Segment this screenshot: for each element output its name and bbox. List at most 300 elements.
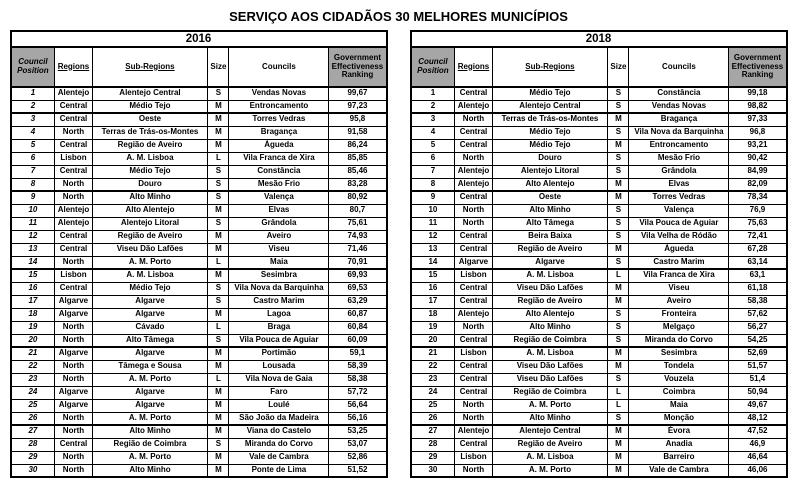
cell-sub-region: Alto Minho <box>492 204 608 217</box>
cell-region: North <box>55 191 92 204</box>
cell-council: Coimbra <box>629 386 729 399</box>
cell-council: Mesão Frio <box>629 152 729 165</box>
cell-gov-effectiveness: 86,24 <box>329 139 387 152</box>
table-row <box>11 87 387 100</box>
ranking-table-2016 <box>10 30 388 478</box>
cell-gov-effectiveness: 80,7 <box>329 204 387 217</box>
cell-size: M <box>208 451 229 464</box>
cell-size: S <box>608 334 629 347</box>
cell-gov-effectiveness: 80,92 <box>329 191 387 204</box>
cell-council: Anadia <box>629 438 729 451</box>
cell-size: S <box>208 334 229 347</box>
table-row <box>11 152 387 165</box>
cell-size: S <box>208 191 229 204</box>
cell-sub-region: Alto Alentejo <box>492 178 608 191</box>
cell-size: M <box>608 178 629 191</box>
cell-sub-region: Algarve <box>92 295 208 308</box>
cell-sub-region: Alto Minho <box>92 464 208 477</box>
column-header-regions: Regions <box>455 47 492 87</box>
cell-council: Aveiro <box>229 230 329 243</box>
cell-size: S <box>208 87 229 100</box>
table-row <box>11 243 387 256</box>
table-row <box>411 438 787 451</box>
cell-region: Lisbon <box>455 269 492 282</box>
cell-council: Constância <box>229 165 329 178</box>
cell-region: North <box>455 204 492 217</box>
column-header-council-position: Council Position <box>411 47 455 87</box>
cell-council: Entroncamento <box>229 100 329 113</box>
cell-size: S <box>608 165 629 178</box>
cell-council-position: 29 <box>411 451 455 464</box>
cell-size: M <box>208 386 229 399</box>
cell-gov-effectiveness: 51,57 <box>729 360 787 373</box>
cell-council-position: 25 <box>11 399 55 412</box>
cell-sub-region: Alentejo Litoral <box>92 217 208 230</box>
cell-council: Torres Vedras <box>629 191 729 204</box>
cell-size: M <box>608 347 629 360</box>
cell-council-position: 2 <box>11 100 55 113</box>
cell-sub-region: A. M. Porto <box>92 451 208 464</box>
cell-gov-effectiveness: 63,1 <box>729 269 787 282</box>
table-row <box>411 113 787 126</box>
cell-sub-region: A. M. Porto <box>492 399 608 412</box>
cell-size: S <box>608 321 629 334</box>
table-row <box>411 126 787 139</box>
cell-sub-region: Região de Coimbra <box>92 438 208 451</box>
cell-sub-region: Viseu Dão Lafões <box>92 243 208 256</box>
cell-council-position: 28 <box>411 438 455 451</box>
cell-council: Castro Marim <box>229 295 329 308</box>
cell-gov-effectiveness: 60,09 <box>329 334 387 347</box>
column-header-sub-regions: Sub-Regions <box>492 47 608 87</box>
cell-gov-effectiveness: 99,67 <box>329 87 387 100</box>
cell-sub-region: Beira Baixa <box>492 230 608 243</box>
cell-council: Miranda do Corvo <box>229 438 329 451</box>
cell-council-position: 4 <box>411 126 455 139</box>
cell-council: Viseu <box>629 282 729 295</box>
table-row <box>11 321 387 334</box>
cell-council-position: 11 <box>11 217 55 230</box>
cell-council: Vale de Cambra <box>229 451 329 464</box>
table-row <box>411 321 787 334</box>
cell-sub-region: A. M. Porto <box>92 373 208 386</box>
table-row <box>11 178 387 191</box>
cell-region: North <box>455 152 492 165</box>
year-header-2018: 2018 <box>411 31 787 47</box>
cell-council-position: 1 <box>411 87 455 100</box>
column-header-councils: Councils <box>629 47 729 87</box>
cell-council-position: 14 <box>411 256 455 269</box>
ranking-table-2018 <box>410 30 788 478</box>
cell-size: M <box>208 204 229 217</box>
cell-size: L <box>608 269 629 282</box>
cell-council-position: 4 <box>11 126 55 139</box>
cell-gov-effectiveness: 56,16 <box>329 412 387 425</box>
cell-council-position: 16 <box>11 282 55 295</box>
cell-council: Viseu <box>229 243 329 256</box>
cell-sub-region: Alto Minho <box>92 425 208 438</box>
cell-gov-effectiveness: 85,46 <box>329 165 387 178</box>
cell-sub-region: A. M. Porto <box>492 464 608 477</box>
cell-sub-region: Douro <box>492 152 608 165</box>
page-title: SERVIÇO AOS CIDADÃOS 30 MELHORES MUNICÍPIOS <box>229 9 568 24</box>
cell-region: North <box>455 399 492 412</box>
cell-region: North <box>455 113 492 126</box>
cell-gov-effectiveness: 99,18 <box>729 87 787 100</box>
table-row <box>11 100 387 113</box>
cell-gov-effectiveness: 58,38 <box>729 295 787 308</box>
cell-gov-effectiveness: 97,23 <box>329 100 387 113</box>
cell-size: S <box>608 256 629 269</box>
cell-sub-region: Alto Minho <box>92 191 208 204</box>
cell-region: Central <box>455 386 492 399</box>
cell-sub-region: Região de Coimbra <box>492 386 608 399</box>
cell-council: Sesimbra <box>629 347 729 360</box>
table-row <box>11 438 387 451</box>
column-header-size: Size <box>208 47 229 87</box>
cell-council: Bragança <box>229 126 329 139</box>
cell-gov-effectiveness: 85,85 <box>329 152 387 165</box>
column-header-regions: Regions <box>55 47 92 87</box>
cell-region: North <box>55 321 92 334</box>
cell-council-position: 12 <box>411 230 455 243</box>
cell-size: M <box>208 360 229 373</box>
cell-region: Alentejo <box>55 217 92 230</box>
cell-council: Vila Nova da Barquinha <box>629 126 729 139</box>
cell-council: Aveiro <box>629 295 729 308</box>
cell-council: Portimão <box>229 347 329 360</box>
column-header-gov-effectiveness: Government Effectiveness Ranking <box>329 47 387 87</box>
cell-region: North <box>55 451 92 464</box>
cell-gov-effectiveness: 91,58 <box>329 126 387 139</box>
cell-sub-region: A. M. Lisboa <box>92 269 208 282</box>
cell-council-position: 22 <box>11 360 55 373</box>
cell-region: North <box>455 464 492 477</box>
cell-council-position: 15 <box>411 269 455 282</box>
cell-region: Algarve <box>55 308 92 321</box>
cell-region: Central <box>55 165 92 178</box>
cell-council-position: 27 <box>11 425 55 438</box>
cell-region: Alentejo <box>455 425 492 438</box>
cell-size: M <box>608 360 629 373</box>
cell-council-position: 28 <box>11 438 55 451</box>
cell-gov-effectiveness: 56,64 <box>329 399 387 412</box>
cell-region: Central <box>455 282 492 295</box>
cell-region: North <box>455 321 492 334</box>
cell-size: S <box>608 373 629 386</box>
cell-gov-effectiveness: 57,62 <box>729 308 787 321</box>
cell-region: Central <box>455 295 492 308</box>
cell-council-position: 3 <box>11 113 55 126</box>
cell-size: M <box>208 243 229 256</box>
table-row <box>11 425 387 438</box>
cell-region: North <box>55 334 92 347</box>
cell-council: Vila Velha de Ródão <box>629 230 729 243</box>
cell-gov-effectiveness: 59,1 <box>329 347 387 360</box>
cell-council-position: 25 <box>411 399 455 412</box>
year-header-row <box>11 31 387 47</box>
cell-sub-region: A. M. Lisboa <box>492 269 608 282</box>
cell-size: M <box>208 464 229 477</box>
cell-region: Alentejo <box>55 204 92 217</box>
cell-sub-region: Oeste <box>492 191 608 204</box>
table-row <box>411 217 787 230</box>
table-row <box>411 152 787 165</box>
table-row <box>411 334 787 347</box>
cell-council-position: 6 <box>11 152 55 165</box>
cell-council: Vila Nova da Barquinha <box>229 282 329 295</box>
cell-gov-effectiveness: 53,07 <box>329 438 387 451</box>
table-row <box>411 230 787 243</box>
cell-sub-region: A. M. Porto <box>92 256 208 269</box>
cell-size: M <box>208 347 229 360</box>
cell-gov-effectiveness: 48,12 <box>729 412 787 425</box>
table-row <box>411 269 787 282</box>
cell-council-position: 17 <box>411 295 455 308</box>
cell-sub-region: Médio Tejo <box>492 139 608 152</box>
table-row <box>11 399 387 412</box>
cell-region: Central <box>55 243 92 256</box>
table-row <box>411 412 787 425</box>
cell-gov-effectiveness: 71,46 <box>329 243 387 256</box>
cell-region: Central <box>55 282 92 295</box>
cell-council: Castro Marim <box>629 256 729 269</box>
cell-council-position: 19 <box>11 321 55 334</box>
cell-region: Lisbon <box>455 451 492 464</box>
cell-sub-region: Douro <box>92 178 208 191</box>
cell-council: Braga <box>229 321 329 334</box>
cell-size: M <box>608 282 629 295</box>
cell-gov-effectiveness: 46,06 <box>729 464 787 477</box>
cell-council-position: 13 <box>11 243 55 256</box>
cell-council: Grândola <box>629 165 729 178</box>
cell-size: M <box>608 243 629 256</box>
cell-sub-region: Médio Tejo <box>92 282 208 295</box>
cell-size: S <box>208 178 229 191</box>
cell-council: Melgaço <box>629 321 729 334</box>
cell-size: S <box>208 282 229 295</box>
cell-council-position: 2 <box>411 100 455 113</box>
table-row <box>11 386 387 399</box>
cell-region: Central <box>455 191 492 204</box>
cell-council: Loulé <box>229 399 329 412</box>
cell-council-position: 10 <box>11 204 55 217</box>
cell-gov-effectiveness: 95,8 <box>329 113 387 126</box>
cell-gov-effectiveness: 57,72 <box>329 386 387 399</box>
cell-council: Entroncamento <box>629 139 729 152</box>
cell-council: Águeda <box>629 243 729 256</box>
year-header-row <box>411 31 787 47</box>
cell-sub-region: Algarve <box>92 308 208 321</box>
table-row <box>411 243 787 256</box>
cell-size: L <box>208 321 229 334</box>
cell-region: Alentejo <box>455 178 492 191</box>
cell-sub-region: Médio Tejo <box>92 100 208 113</box>
cell-region: Central <box>455 334 492 347</box>
cell-gov-effectiveness: 52,86 <box>329 451 387 464</box>
cell-size: S <box>208 165 229 178</box>
cell-council-position: 15 <box>11 269 55 282</box>
cell-council-position: 10 <box>411 204 455 217</box>
cell-council: Vendas Novas <box>229 87 329 100</box>
cell-region: Lisbon <box>455 347 492 360</box>
cell-sub-region: Alentejo Central <box>92 87 208 100</box>
cell-council-position: 19 <box>411 321 455 334</box>
cell-sub-region: Alentejo Litoral <box>492 165 608 178</box>
cell-council: Elvas <box>629 178 729 191</box>
cell-council-position: 30 <box>411 464 455 477</box>
cell-council-position: 12 <box>11 230 55 243</box>
table-row <box>11 373 387 386</box>
cell-sub-region: Algarve <box>92 399 208 412</box>
cell-region: Central <box>455 243 492 256</box>
cell-sub-region: A. M. Porto <box>92 412 208 425</box>
cell-council-position: 3 <box>411 113 455 126</box>
cell-sub-region: Terras de Trás-os-Montes <box>92 126 208 139</box>
cell-region: Algarve <box>55 295 92 308</box>
cell-council-position: 23 <box>11 373 55 386</box>
table-row <box>411 204 787 217</box>
cell-council-position: 1 <box>11 87 55 100</box>
cell-region: Alentejo <box>455 100 492 113</box>
cell-size: S <box>608 100 629 113</box>
table-row <box>11 165 387 178</box>
cell-gov-effectiveness: 83,28 <box>329 178 387 191</box>
table-row <box>11 217 387 230</box>
cell-sub-region: Alentejo Central <box>492 100 608 113</box>
cell-size: L <box>208 152 229 165</box>
cell-sub-region: Alentejo Central <box>492 425 608 438</box>
column-header-size: Size <box>608 47 629 87</box>
cell-gov-effectiveness: 82,09 <box>729 178 787 191</box>
cell-size: S <box>608 230 629 243</box>
cell-council-position: 5 <box>11 139 55 152</box>
cell-gov-effectiveness: 52,69 <box>729 347 787 360</box>
cell-size: M <box>208 100 229 113</box>
cell-sub-region: Região de Aveiro <box>492 438 608 451</box>
cell-sub-region: Terras de Trás-os-Montes <box>492 113 608 126</box>
table-row <box>411 464 787 477</box>
cell-size: S <box>208 295 229 308</box>
cell-council: Valença <box>229 191 329 204</box>
cell-region: North <box>55 425 92 438</box>
cell-council-position: 13 <box>411 243 455 256</box>
cell-gov-effectiveness: 63,29 <box>329 295 387 308</box>
cell-size: M <box>608 139 629 152</box>
cell-size: M <box>608 438 629 451</box>
cell-gov-effectiveness: 97,33 <box>729 113 787 126</box>
cell-council-position: 7 <box>411 165 455 178</box>
cell-council-position: 22 <box>411 360 455 373</box>
cell-gov-effectiveness: 75,61 <box>329 217 387 230</box>
table-row <box>11 126 387 139</box>
table-row <box>11 308 387 321</box>
cell-sub-region: Região de Aveiro <box>92 139 208 152</box>
column-header-sub-regions: Sub-Regions <box>92 47 208 87</box>
cell-region: Central <box>55 230 92 243</box>
cell-size: L <box>208 256 229 269</box>
table-row <box>411 386 787 399</box>
cell-council: Évora <box>629 425 729 438</box>
cell-size: M <box>208 412 229 425</box>
cell-size: M <box>608 451 629 464</box>
cell-region: Central <box>55 139 92 152</box>
cell-council: Ponte de Lima <box>229 464 329 477</box>
cell-council: Barreiro <box>629 451 729 464</box>
cell-region: North <box>55 373 92 386</box>
column-header-gov-effectiveness: Government Effectiveness Ranking <box>729 47 787 87</box>
cell-region: Lisbon <box>55 152 92 165</box>
cell-council-position: 17 <box>11 295 55 308</box>
cell-region: North <box>455 412 492 425</box>
cell-region: Central <box>455 139 492 152</box>
cell-gov-effectiveness: 93,21 <box>729 139 787 152</box>
cell-gov-effectiveness: 61,18 <box>729 282 787 295</box>
cell-region: Central <box>55 100 92 113</box>
cell-size: M <box>608 113 629 126</box>
cell-size: L <box>608 386 629 399</box>
table-row <box>411 139 787 152</box>
cell-region: Central <box>455 87 492 100</box>
table-row <box>411 191 787 204</box>
table-row <box>11 269 387 282</box>
column-header-council-position: Council Position <box>11 47 55 87</box>
cell-gov-effectiveness: 51,52 <box>329 464 387 477</box>
year-header-2016: 2016 <box>11 31 387 47</box>
cell-gov-effectiveness: 75,63 <box>729 217 787 230</box>
cell-council-position: 18 <box>11 308 55 321</box>
cell-council-position: 26 <box>11 412 55 425</box>
cell-size: M <box>208 399 229 412</box>
cell-council: Lagoa <box>229 308 329 321</box>
cell-size: S <box>608 87 629 100</box>
cell-gov-effectiveness: 58,38 <box>329 373 387 386</box>
cell-gov-effectiveness: 78,34 <box>729 191 787 204</box>
cell-council-position: 27 <box>411 425 455 438</box>
cell-council: Vila Pouca de Aguiar <box>229 334 329 347</box>
cell-sub-region: Tâmega e Sousa <box>92 360 208 373</box>
cell-council-position: 14 <box>11 256 55 269</box>
cell-region: Central <box>455 126 492 139</box>
cell-sub-region: Alto Tâmega <box>492 217 608 230</box>
cell-sub-region: Médio Tejo <box>492 126 608 139</box>
cell-gov-effectiveness: 49,67 <box>729 399 787 412</box>
cell-council-position: 20 <box>411 334 455 347</box>
cell-sub-region: Viseu Dão Lafões <box>492 373 608 386</box>
cell-size: S <box>608 217 629 230</box>
cell-size: M <box>608 425 629 438</box>
cell-size: S <box>608 308 629 321</box>
cell-council: Monção <box>629 412 729 425</box>
cell-gov-effectiveness: 98,82 <box>729 100 787 113</box>
table-row <box>11 360 387 373</box>
cell-gov-effectiveness: 46,64 <box>729 451 787 464</box>
table-row <box>411 178 787 191</box>
cell-sub-region: Região de Aveiro <box>492 243 608 256</box>
cell-region: North <box>455 217 492 230</box>
cell-size: M <box>608 295 629 308</box>
cell-region: Algarve <box>55 347 92 360</box>
cell-council: Maia <box>629 399 729 412</box>
table-row <box>11 113 387 126</box>
table-row <box>11 282 387 295</box>
table-row <box>11 451 387 464</box>
cell-council-position: 24 <box>411 386 455 399</box>
cell-gov-effectiveness: 46,9 <box>729 438 787 451</box>
cell-size: M <box>208 308 229 321</box>
cell-sub-region: Região de Aveiro <box>492 295 608 308</box>
cell-council: Vale de Cambra <box>629 464 729 477</box>
